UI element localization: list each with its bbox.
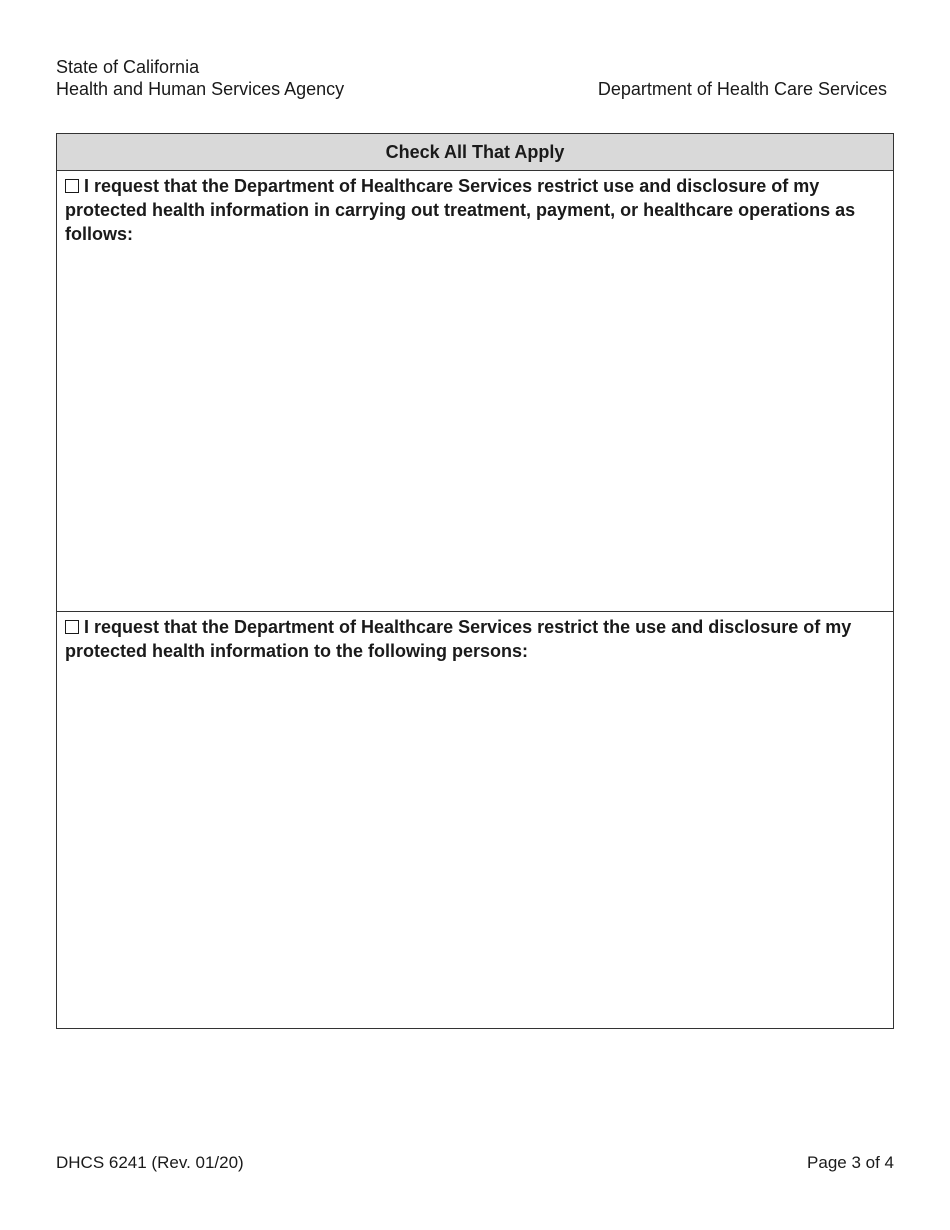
checkbox-restrict-operations[interactable] [65,179,79,193]
form-identifier: DHCS 6241 (Rev. 01/20) [56,1153,244,1172]
restriction-operations-text: I request that the Department of Healthcare Services restrict use and disclosure of my protected health information in carrying out treatment, payment, or healthcare operations as follows: [65,176,856,244]
page-number: Page 3 of 4 [807,1153,894,1172]
state-name: State of California [56,57,200,77]
restriction-persons-text: I request that the Department of Healthcare Services restrict the use and disclosure of my protected health information to the following persons: [65,617,852,661]
restriction-section-operations[interactable] [57,171,893,612]
agency-name: Health and Human Services Agency [56,79,345,99]
department-name: Department of Health Care Services [597,79,887,99]
restriction-section-persons[interactable] [57,612,893,1028]
restriction-request-table [56,133,894,1029]
page-header-left [56,56,344,100]
table-header: Check All That Apply [57,134,893,171]
checkbox-restrict-persons[interactable] [65,620,79,634]
